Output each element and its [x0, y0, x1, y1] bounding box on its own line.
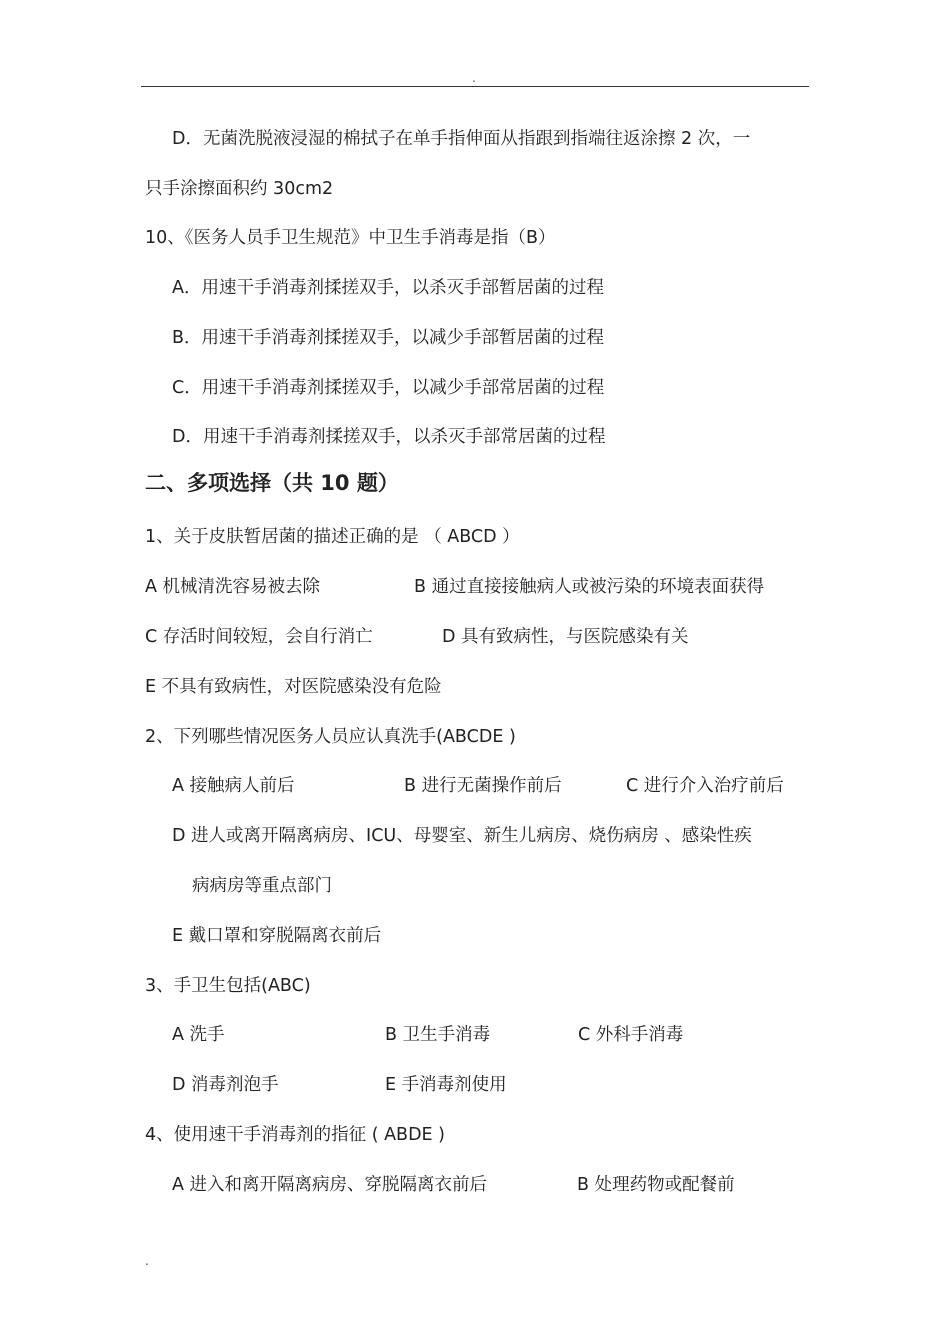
- m3-question: 3、手卫生包括(ABC): [145, 976, 311, 996]
- q10-option-d: D．用速干手消毒剂揉搓双手，以杀灭手部常居菌的过程: [172, 427, 606, 447]
- m1-option-a: A 机械清洗容易被去除: [145, 577, 321, 597]
- m3-options-row-1: [0, 1023, 950, 1047]
- m3-option-d: D 消毒剂泡手: [172, 1075, 279, 1095]
- m1-option-d: D 具有致病性，与医院感染有关: [442, 627, 689, 647]
- m4-option-b: B 处理药物或配餐前: [577, 1175, 735, 1195]
- m1-options-row-1: [0, 575, 950, 599]
- m3-option-e: E 手消毒剂使用: [385, 1075, 507, 1095]
- m2-question: 2、下列哪些情况医务人员应认真洗手(ABCDE ): [145, 727, 516, 747]
- m2-option-d-line1: D 进人或离开隔离病房、ICU、母婴室、新生儿病房、烧伤病房 、感染性疾: [172, 826, 752, 846]
- m2-option-a: A 接触病人前后: [172, 776, 295, 796]
- m3-option-c: C 外科手消毒: [578, 1025, 684, 1045]
- q10-option-b: B．用速干手消毒剂揉搓双手，以减少手部暂居菌的过程: [172, 328, 605, 348]
- m3-option-b: B 卫生手消毒: [385, 1025, 491, 1045]
- header-rule: [141, 86, 809, 87]
- section-heading: 二、多项选择（共 10 题）: [145, 471, 399, 495]
- q9-option-d-line2: 只手涂擦面积约 30cm2: [145, 179, 334, 199]
- header-mark: .: [472, 71, 476, 85]
- m2-option-d-line2: 病病房等重点部门: [192, 876, 332, 896]
- m3-options-row-2: [0, 1073, 950, 1097]
- m2-option-b: B 进行无菌操作前后: [404, 776, 562, 796]
- m4-options-row-1: [0, 1173, 950, 1197]
- m4-question: 4、使用速干手消毒剂的指征 ( ABDE ): [145, 1125, 445, 1145]
- q10-option-c: C．用速干手消毒剂揉搓双手，以减少手部常居菌的过程: [172, 378, 605, 398]
- footer-mark: .: [145, 1254, 149, 1268]
- q10-question: 10、《医务人员手卫生规范》中卫生手消毒是指（B）: [145, 228, 556, 248]
- q9-option-d-line1: D．无菌洗脱液浸湿的棉拭子在单手指伸面从指跟到指端往返涂擦 2 次，一: [172, 129, 751, 149]
- m4-option-a: A 进入和离开隔离病房、穿脱隔离衣前后: [172, 1175, 488, 1195]
- m2-options-row-1: [0, 774, 950, 798]
- m2-option-e: E 戴口罩和穿脱隔离衣前后: [172, 926, 382, 946]
- m1-question: 1、关于皮肤暂居菌的描述正确的是 （ ABCD ）: [145, 527, 520, 547]
- m1-option-e: E 不具有致病性，对医院感染没有危险: [145, 677, 442, 697]
- m1-options-row-2: [0, 625, 950, 649]
- m3-option-a: A 洗手: [172, 1025, 225, 1045]
- m1-option-b: B 通过直接接触病人或被污染的环境表面获得: [414, 577, 765, 597]
- m1-option-c: C 存活时间较短，会自行消亡: [145, 627, 373, 647]
- q10-option-a: A．用速干手消毒剂揉搓双手，以杀灭手部暂居菌的过程: [172, 278, 604, 298]
- m2-option-c: C 进行介入治疗前后: [626, 776, 784, 796]
